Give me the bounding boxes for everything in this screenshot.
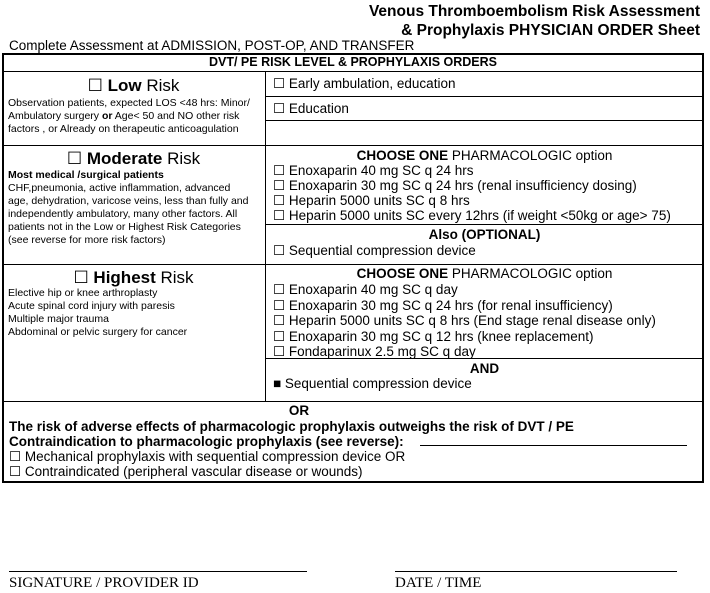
description-line: CHF,pneumonia, active inflammation, advanced xyxy=(8,182,231,194)
highest-orders xyxy=(273,282,656,360)
or-label: OR xyxy=(288,403,310,418)
contraindication-label: Contraindication to pharmacologic prophylaxis (see reverse): xyxy=(9,434,404,449)
description-line: factors , or Already on therapeutic anticoagulation xyxy=(8,123,239,135)
order-option[interactable]: ☐ Enoxaparin 40 mg SC q 24 hrs xyxy=(273,163,474,178)
low-risk-level: Low xyxy=(107,76,142,95)
form-title-line1: Venous Thromboembolism Risk Assessment xyxy=(368,3,700,20)
moderate-risk-level: Moderate xyxy=(86,149,163,168)
divider xyxy=(265,224,704,225)
description-line: Abdominal or pelvic surgery for cancer xyxy=(8,326,188,338)
order-option[interactable]: ☐ Enoxaparin 30 mg SC q 24 hrs (for renal insufficiency) xyxy=(273,297,613,313)
order-option[interactable]: ☐ Enoxaparin 40 mg SC q day xyxy=(273,282,458,297)
signature-line[interactable] xyxy=(9,571,307,572)
order-early-ambulation[interactable]: ☐ Early ambulation, education xyxy=(273,76,456,91)
description-line: Most medical /surgical patients xyxy=(8,169,164,181)
table-header: DVT/ PE RISK LEVEL & PROPHYLAXIS ORDERS xyxy=(208,55,497,69)
description-line: Acute spinal cord injury with paresis xyxy=(8,300,175,312)
mechanical-prophylaxis-option[interactable]: ☐ Mechanical prophylaxis with sequential compression device OR xyxy=(9,449,406,464)
date-label: DATE / TIME xyxy=(395,575,482,591)
risk-word: Risk xyxy=(141,76,180,95)
moderate-choose-one: CHOOSE ONE PHARMACOLOGIC option xyxy=(356,148,613,163)
divider xyxy=(265,96,704,97)
description-line: Observation patients, expected LOS <48 hrs: Minor/ xyxy=(8,97,250,109)
highest-risk-description xyxy=(8,287,263,339)
contraindication-line[interactable] xyxy=(420,445,687,446)
highest-choose-one: CHOOSE ONE PHARMACOLOGIC option xyxy=(356,266,613,281)
highest-and: AND xyxy=(469,361,500,376)
order-option[interactable]: ☐ Fondaparinux 2.5 mg SC q day xyxy=(273,344,476,359)
divider xyxy=(2,71,704,72)
description-line: independently ambulatory, many other factors. All xyxy=(8,208,238,220)
low-risk-heading xyxy=(2,76,265,96)
order-sequential-compression[interactable]: ☐ Sequential compression device xyxy=(273,243,476,258)
description-line: age, dehydration, varicose veins, less than fully and xyxy=(8,195,249,207)
order-option[interactable]: ☐ Enoxaparin 30 mg SC q 24 hrs (renal insufficiency dosing) xyxy=(273,178,637,193)
risk-outweighs-line: The risk of adverse effects of pharmacologic prophylaxis outweighs the risk of DVT / PE xyxy=(9,419,574,434)
divider xyxy=(265,120,704,121)
risk-word: Risk xyxy=(162,149,201,168)
form-title-line2: & Prophylaxis PHYSICIAN ORDER Sheet xyxy=(401,22,700,39)
highest-risk-level: Highest xyxy=(93,268,156,287)
date-line[interactable] xyxy=(395,571,677,572)
divider xyxy=(2,401,704,402)
moderate-orders xyxy=(273,163,671,223)
description-line: Ambulatory surgery or Age< 50 and NO other risk xyxy=(8,110,240,122)
order-option[interactable]: ☐ Heparin 5000 units SC every 12hrs (if weight <50kg or age> 75) xyxy=(273,208,671,223)
description-line: (see reverse for more risk factors) xyxy=(8,234,166,246)
description-line: Elective hip or knee arthroplasty xyxy=(8,287,158,299)
contraindicated-option[interactable]: ☐ Contraindicated (peripheral vascular disease or wounds) xyxy=(9,464,363,479)
divider xyxy=(2,145,704,146)
checkbox-icon[interactable]: ☐ xyxy=(87,76,103,95)
checkbox-icon[interactable]: ☐ xyxy=(73,268,89,287)
highest-risk-heading xyxy=(2,268,265,288)
divider xyxy=(2,264,704,265)
order-sequential-compression-required[interactable]: ■ Sequential compression device xyxy=(273,376,472,391)
order-option[interactable]: ☐ Heparin 5000 units SC q 8 hrs (End stage renal disease only) xyxy=(273,313,656,328)
description-line: patients not in the Low or Highest Risk Categories xyxy=(8,221,241,233)
moderate-risk-description xyxy=(8,169,263,247)
order-education[interactable]: ☐ Education xyxy=(273,101,349,116)
signature-label: SIGNATURE / PROVIDER ID xyxy=(9,575,199,591)
form-subtitle: Complete Assessment at ADMISSION, POST-OP, AND TRANSFER xyxy=(9,38,415,53)
description-line: Multiple major trauma xyxy=(8,313,109,325)
order-option[interactable]: ☐ Heparin 5000 units SC q 8 hrs xyxy=(273,193,470,208)
checkbox-icon[interactable]: ☐ xyxy=(66,149,83,168)
low-risk-description xyxy=(8,97,263,136)
risk-word: Risk xyxy=(155,268,194,287)
moderate-risk-heading xyxy=(2,149,265,169)
order-option[interactable]: ☐ Enoxaparin 30 mg SC q 12 hrs (knee replacement) xyxy=(273,328,594,344)
moderate-also-optional: Also (OPTIONAL) xyxy=(428,227,541,242)
